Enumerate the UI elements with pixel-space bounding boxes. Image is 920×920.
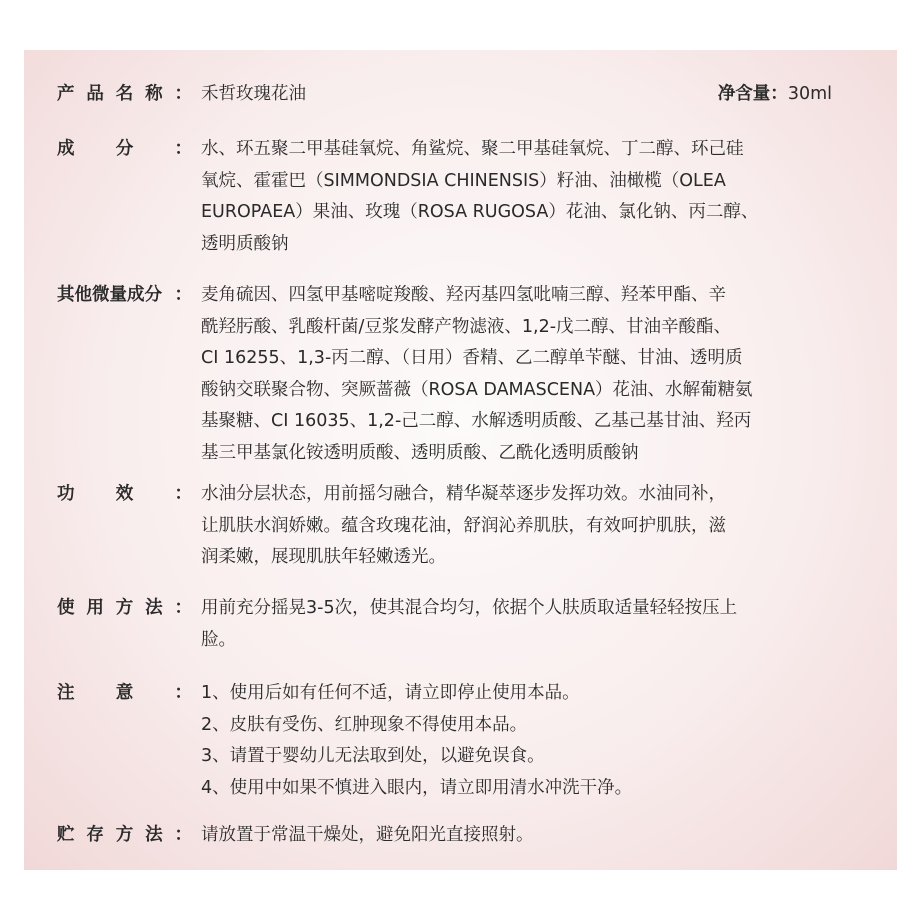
text-line: 麦角硫因、四氢甲基嘧啶羧酸、羟丙基四氢吡喃三醇、羟苯甲酯、辛 <box>201 285 726 305</box>
storage-value <box>201 820 846 852</box>
label-char: 成 <box>57 139 75 159</box>
net-content-label: 净含量： <box>717 84 788 104</box>
label-char: 分 <box>115 139 134 159</box>
net-content-value: 30ml <box>787 84 832 104</box>
label-char: 名 <box>115 84 134 104</box>
label-colon: ： <box>174 285 192 305</box>
label-text: 其他微量成分 <box>57 285 162 305</box>
label-colon: ： <box>174 598 192 618</box>
label-char: 法 <box>145 825 163 845</box>
text-line: 润柔嫩，展现肌肤年轻嫩透光。 <box>201 547 446 567</box>
label-char: 方 <box>115 825 134 845</box>
label-char: 用 <box>86 598 104 618</box>
efficacy-value <box>201 479 846 574</box>
ingredients-label <box>57 134 192 166</box>
text-line: 让肌肤水润娇嫩。蕴含玫瑰花油，舒润沁养肌肤，有效呵护肌肤，滋 <box>201 515 726 536</box>
label-char: 使 <box>57 598 75 618</box>
label-char: 方 <box>115 598 134 618</box>
precautions-value <box>201 678 846 804</box>
text-line: 氧烷、霍霍巴（SIMMONDSIA CHINENSIS）籽油、油橄榄（OLEA <box>201 170 726 191</box>
label-char: 品 <box>86 84 104 104</box>
storage-label <box>57 820 192 852</box>
label-char: 功 <box>57 484 75 504</box>
usage-value <box>201 593 846 656</box>
label-colon: ： <box>174 84 192 104</box>
text-line: 透明质酸钠 <box>201 233 289 254</box>
text-line: EUROPAEA）果油、玫瑰（ROSA RUGOSA）花油、氯化钠、丙二醇、 <box>201 202 759 222</box>
net-content <box>718 79 832 111</box>
label-colon: ： <box>174 683 192 703</box>
product-info-panel <box>24 50 897 870</box>
text-line: 脸。 <box>201 629 236 650</box>
trace-ingredients-value <box>201 280 846 469</box>
label-char: 贮 <box>57 825 75 845</box>
usage-label <box>57 593 192 625</box>
text-line: 水油分层状态，用前摇匀融合，精华凝萃逐步发挥功效。水油同补， <box>201 484 726 504</box>
trace-ingredients-label <box>57 280 192 312</box>
text-line: 酰羟肟酸、乳酸杆菌/豆浆发酵产物滤液、1,2-戊二醇、甘油辛酸酯、 <box>201 316 732 337</box>
ingredients-value <box>201 134 846 260</box>
label-char: 产 <box>57 84 75 104</box>
label-colon: ： <box>174 484 192 504</box>
product-name-text: 禾哲玫瑰花油 <box>201 84 306 104</box>
label-char: 法 <box>145 598 163 618</box>
text-line: 请放置于常温干燥处，避免阳光直接照射。 <box>201 825 534 845</box>
text-line: 4、使用中如果不慎进入眼内，请立即用清水冲洗干净。 <box>201 777 633 798</box>
efficacy-label <box>57 479 192 511</box>
precautions-label <box>57 678 192 710</box>
label-char: 效 <box>115 484 134 504</box>
text-line: 3、请置于婴幼儿无法取到处，以避免误食。 <box>201 746 545 766</box>
label-char: 注 <box>57 683 75 703</box>
product-name-label <box>57 79 192 111</box>
text-line: 基聚糖、CI 16035、1,2-己二醇、水解透明质酸、乙基己基甘油、羟丙 <box>201 411 752 431</box>
label-char: 意 <box>115 683 134 703</box>
text-line: 水、环五聚二甲基硅氧烷、角鲨烷、聚二甲基硅氧烷、丁二醇、环己硅 <box>201 139 744 159</box>
text-line: 基三甲基氯化铵透明质酸、透明质酸、乙酰化透明质酸钠 <box>201 442 639 463</box>
text-line: 酸钠交联聚合物、突厥蔷薇（ROSA DAMASCENA）花油、水解葡糖氨 <box>201 379 753 400</box>
label-colon: ： <box>174 139 192 159</box>
text-line: 1、使用后如有任何不适，请立即停止使用本品。 <box>201 683 580 703</box>
text-line: CI 16255、1,3-丙二醇、（日用）香精、乙二醇单苄醚、甘油、透明质 <box>201 348 743 368</box>
text-line: 2、皮肤有受伤、红肿现象不得使用本品。 <box>201 714 528 735</box>
label-colon: ： <box>174 825 192 845</box>
label-char: 存 <box>86 825 104 845</box>
label-char: 称 <box>145 84 163 104</box>
text-line: 用前充分摇晃3-5次，使其混合均匀，依据个人肤质取适量轻轻按压上 <box>201 598 738 618</box>
